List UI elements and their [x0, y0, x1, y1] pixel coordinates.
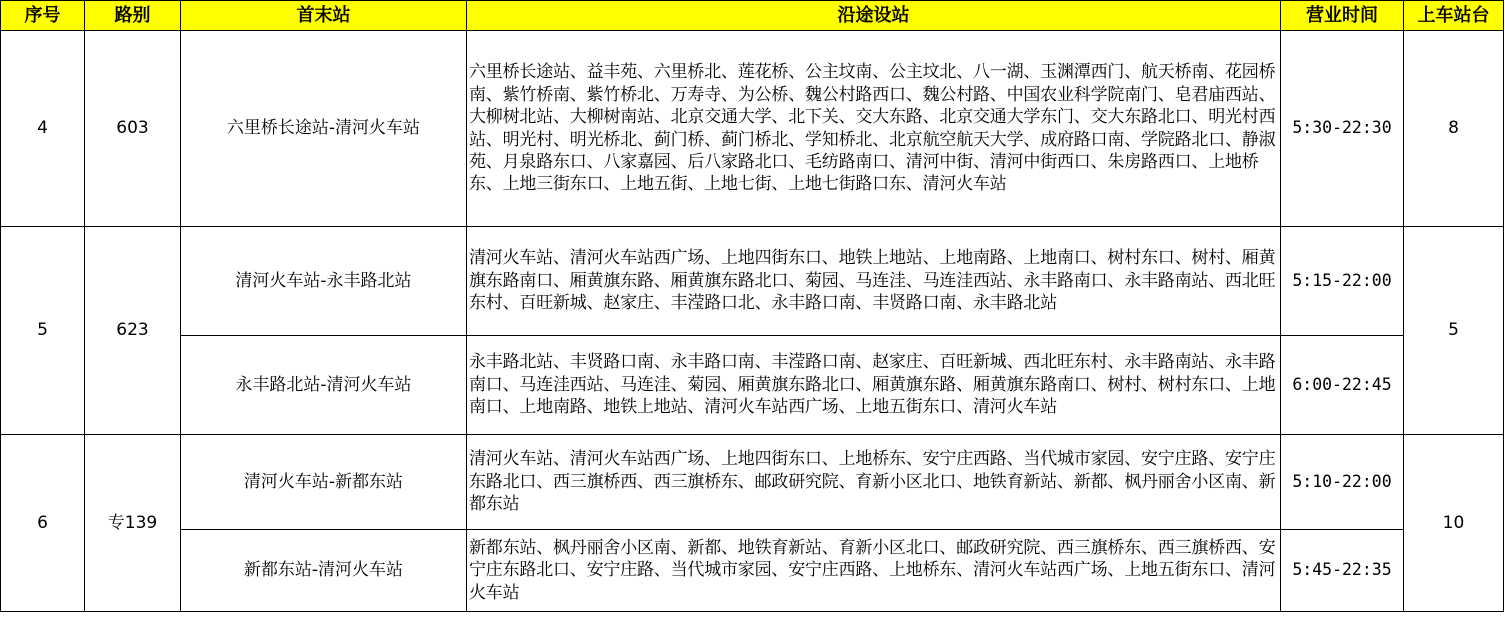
terminals: 新都东站-清河火车站: [181, 530, 467, 612]
platform-number: 10: [1404, 435, 1504, 612]
header-platform: 上车站台: [1404, 1, 1504, 31]
row-index: 4: [1, 31, 85, 227]
table-row: [1, 530, 1504, 612]
terminals: 永丰路北站-清河火车站: [181, 336, 467, 435]
row-index: 5: [1, 227, 85, 435]
table-row: [1, 336, 1504, 435]
operating-hours: 5:30-22:30: [1281, 31, 1404, 227]
header-index: 序号: [1, 1, 85, 31]
route-number: 603: [85, 31, 181, 227]
stops-list: 清河火车站、清河火车站西广场、上地四街东口、地铁上地站、上地南路、上地南口、树村东口、树村、厢黄旗东路南口、厢黄旗东路、厢黄旗东路北口、菊园、马连洼、马连洼西站、永丰路南口、永丰路南站、西北旺东村、百旺新城、赵家庄、丰滢路口北、永丰路口南、丰贤路口南、永丰路北站: [467, 227, 1281, 336]
table-row: [1, 31, 1504, 227]
platform-number: 5: [1404, 227, 1504, 435]
header-terminals: 首末站: [181, 1, 467, 31]
route-number: 623: [85, 227, 181, 435]
stops-list: 清河火车站、清河火车站西广场、上地四街东口、上地桥东、安宁庄西路、当代城市家园、安宁庄路、安宁庄东路北口、西三旗桥西、西三旗桥东、邮政研究院、育新小区北口、地铁育新站、新都、枫丹丽舍小区南、新都东站: [467, 435, 1281, 530]
terminals: 六里桥长途站-清河火车站: [181, 31, 467, 227]
header-route: 路别: [85, 1, 181, 31]
header-row: [1, 1, 1504, 31]
stops-list: 六里桥长途站、益丰苑、六里桥北、莲花桥、公主坟南、公主坟北、八一湖、玉渊潭西门、航天桥南、花园桥南、紫竹桥南、紫竹桥北、万寿寺、为公桥、魏公村路西口、魏公村路、中国农业科学院南门、皂君庙西站、大柳树北站、大柳树南站、北京交通大学、北下关、交大东路、北京交通大学东门、交大东路北口、明光村西站、明光村、明光桥北、蓟门桥、蓟门桥北、学知桥北、北京航空航天大学、成府路口南、学院路北口、静淑苑、月泉路东口、八家嘉园、后八家路北口、毛纺路南口、清河中街、清河中街西口、朱房路西口、上地桥东、上地三街东口、上地五街、上地七街、上地七街路口东、清河火车站: [467, 31, 1281, 227]
platform-number: 8: [1404, 31, 1504, 227]
operating-hours: 6:00-22:45: [1281, 336, 1404, 435]
header-hours: 营业时间: [1281, 1, 1404, 31]
stops-list: 永丰路北站、丰贤路口南、永丰路口南、丰滢路口南、赵家庄、百旺新城、西北旺东村、永丰路南站、永丰路南口、马连洼西站、马连洼、菊园、厢黄旗东路北口、厢黄旗东路、厢黄旗东路南口、树村、树村东口、上地南口、上地南路、地铁上地站、清河火车站西广场、上地五街东口、清河火车站: [467, 336, 1281, 435]
operating-hours: 5:45-22:35: [1281, 530, 1404, 612]
table-row: [1, 227, 1504, 336]
header-stops: 沿途设站: [467, 1, 1281, 31]
terminals: 清河火车站-永丰路北站: [181, 227, 467, 336]
route-number: 专139: [85, 435, 181, 612]
operating-hours: 5:15-22:00: [1281, 227, 1404, 336]
row-index: 6: [1, 435, 85, 612]
stops-list: 新都东站、枫丹丽舍小区南、新都、地铁育新站、育新小区北口、邮政研究院、西三旗桥东、西三旗桥西、安宁庄东路北口、安宁庄路、当代城市家园、安宁庄西路、上地桥东、清河火车站西广场、上地五街东口、清河火车站: [467, 530, 1281, 612]
table-row: [1, 435, 1504, 530]
terminals: 清河火车站-新都东站: [181, 435, 467, 530]
operating-hours: 5:10-22:00: [1281, 435, 1404, 530]
